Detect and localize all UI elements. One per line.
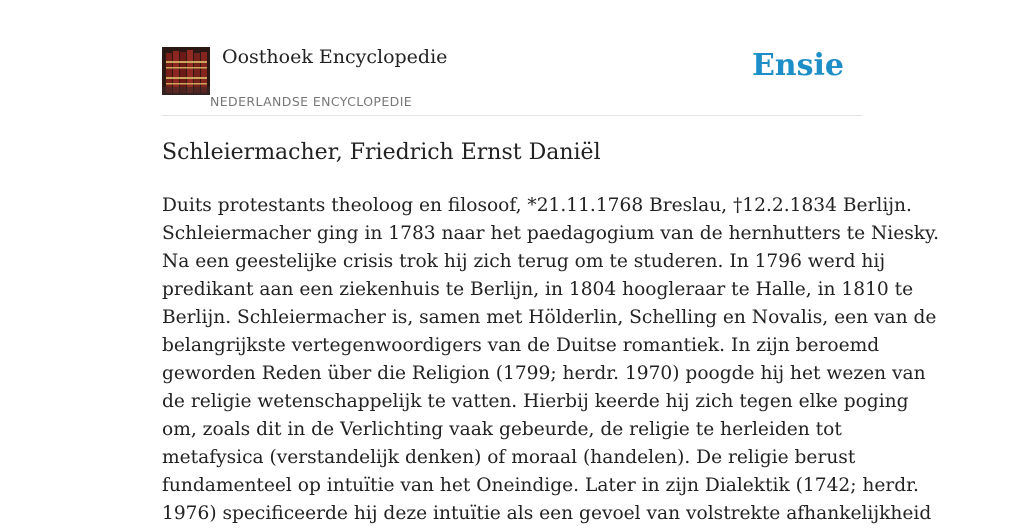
entry-text-line: predikant aan een ziekenhuis te Berlijn, in 1804 hoogleraar te Halle, in 1810 te — [162, 279, 914, 300]
entry-text-line: Berlijn. Schleiermacher is, samen met Hölderlin, Schelling en Novalis, een van de — [162, 307, 937, 328]
entry-text-line: Schleiermacher ging in 1783 naar het paedagogium van de hernhutters te Niesky. — [162, 223, 940, 244]
site-subtitle: NEDERLANDSE ENCYCLOPEDIE — [210, 94, 413, 109]
encyclopedia-books-icon[interactable] — [162, 47, 210, 95]
entry-text-line: om, zoals dit in de Verlichting vaak gebeurde, de religie te herleiden tot — [162, 419, 842, 440]
site-header — [162, 44, 862, 116]
entry-body — [162, 192, 940, 528]
entry-text-line: 1976) specificeerde hij deze intuïtie als een gevoel van volstrekte afhankelijkheid — [162, 503, 932, 524]
entry-text-line: fundamenteel op intuïtie van het Oneindige. Later in zijn Dialektik (1742; herdr. — [162, 475, 919, 496]
entry-text-line: Duits protestants theoloog en filosoof, *21.11.1768 Breslau, †12.2.1834 Berlijn. — [162, 195, 912, 216]
entry-text-line: belangrijkste vertegenwoordigers van de Duitse romantiek. In zijn beroemd — [162, 335, 880, 356]
entry-text-line: Na een geestelijke crisis trok hij zich terug om te studeren. In 1796 werd hij — [162, 251, 886, 272]
entry-text-line: geworden Reden über die Religion (1799; herdr. 1970) poogde hij het wezen van — [162, 363, 926, 384]
site-title[interactable]: Oosthoek Encyclopedie — [222, 46, 448, 68]
entry-title: Schleiermacher, Friedrich Ernst Daniël — [162, 140, 601, 165]
ensie-logo-link[interactable]: Ensie — [751, 48, 844, 83]
entry-text-line: metafysica (verstandelijk denken) of moraal (handelen). De religie berust — [162, 447, 856, 468]
entry-text-line: de religie wetenschappelijk te vatten. Hierbij keerde hij zich tegen elke poging — [162, 391, 909, 412]
